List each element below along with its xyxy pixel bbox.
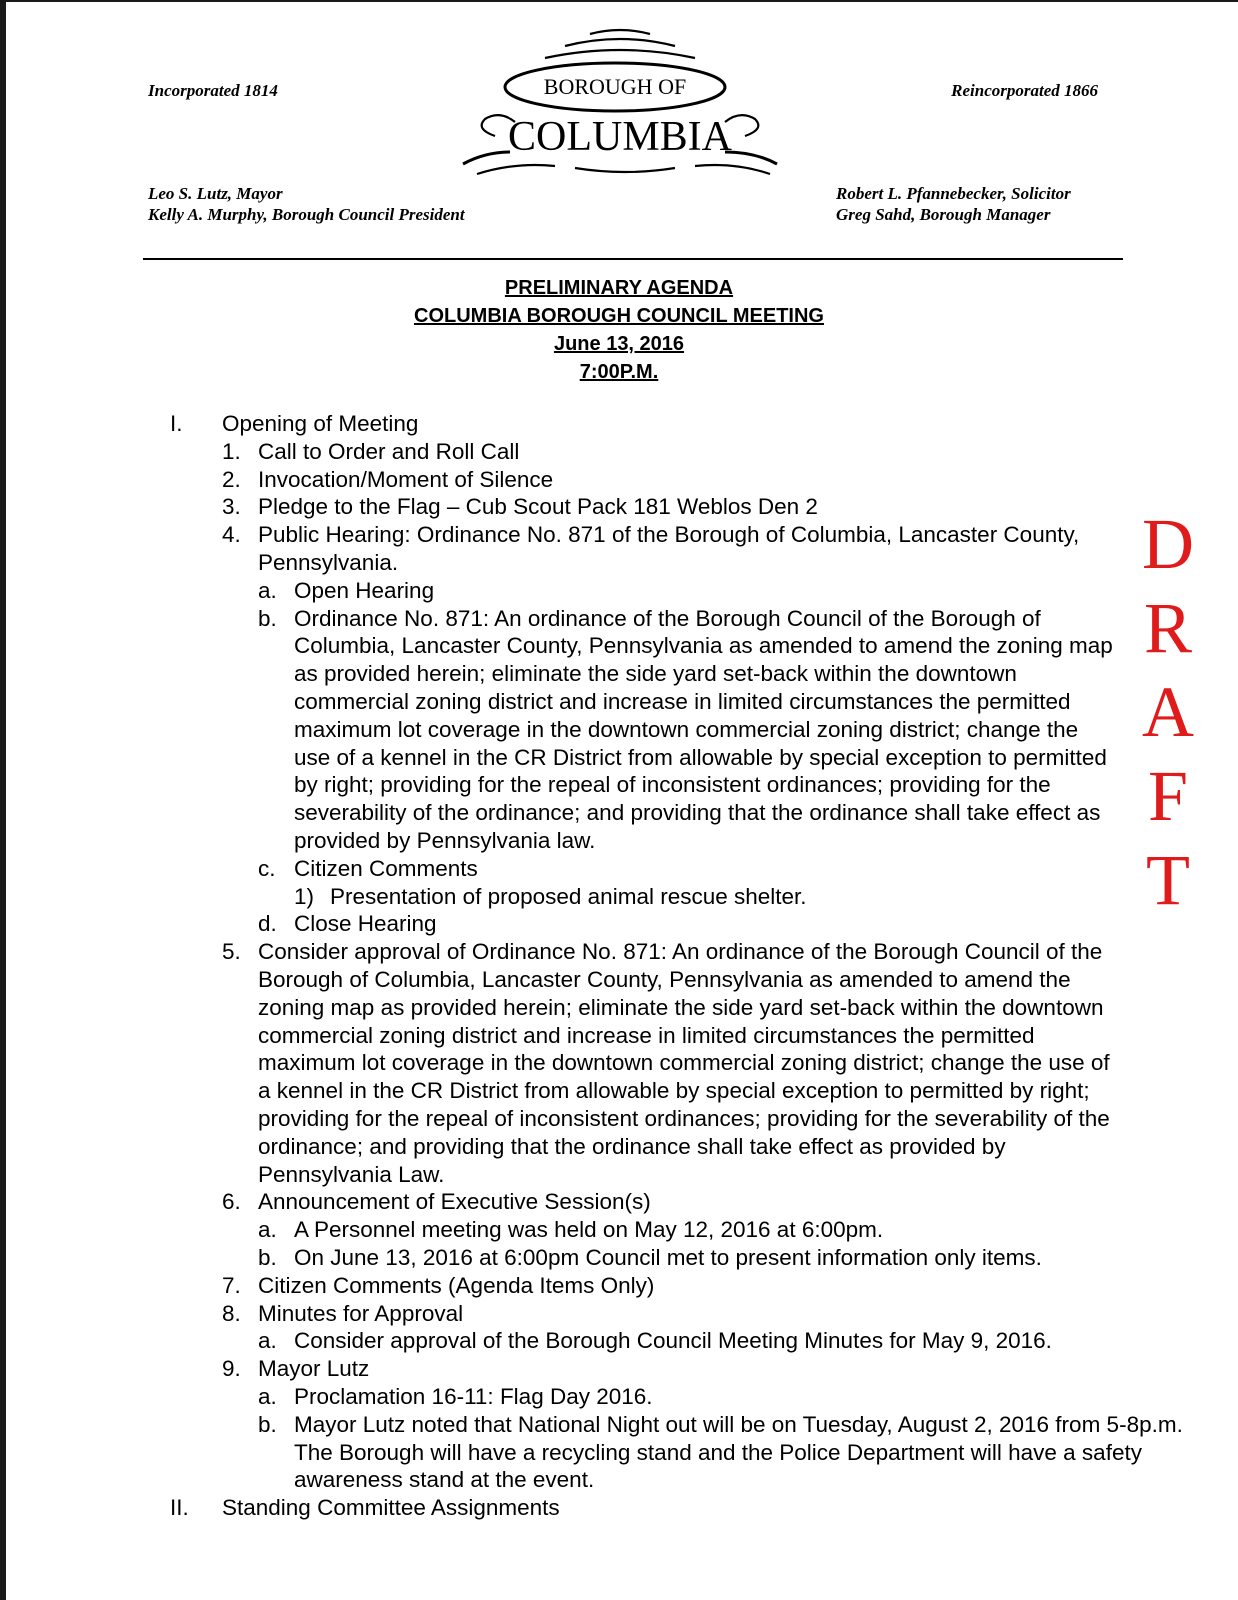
agenda-title	[0, 274, 1238, 386]
agenda-item-marker: b.	[258, 1244, 277, 1270]
agenda-item-line: Open Hearing	[294, 577, 435, 603]
agenda-item-line: providing for the repeal of inconsistent ordinances; providing for the severability of the	[258, 1105, 1110, 1131]
agenda-item-marker: 7.	[222, 1272, 241, 1298]
logo-bottom-text: COLUMBIA	[507, 114, 733, 160]
agenda-item-text	[222, 410, 418, 438]
agenda-item	[0, 1300, 1238, 1328]
agenda-item-marker: 6.	[222, 1189, 241, 1215]
solicitor-name: Robert L. Pfannebecker, Solicitor	[836, 184, 1071, 203]
agenda-item-text	[222, 1494, 560, 1522]
agenda-item-marker: b.	[258, 605, 277, 631]
agenda-item-marker: II.	[170, 1495, 189, 1521]
agenda-item-marker: 2.	[222, 466, 241, 492]
agenda-item-line: Proclamation 16-11: Flag Day 2016.	[294, 1383, 653, 1409]
agenda-item	[0, 466, 1238, 494]
right-officials	[836, 183, 1071, 225]
draft-letter: T	[1146, 840, 1190, 920]
agenda-item-line: maximum lot coverage in the downtown commercial zoning district; change the use of	[258, 1050, 1110, 1076]
agenda-item-line: provided by Pennsylvania law.	[294, 827, 596, 853]
agenda-item	[0, 1244, 1238, 1272]
agenda-item-line: Invocation/Moment of Silence	[258, 466, 554, 492]
agenda-item-line: Citizen Comments	[294, 855, 478, 881]
incorporated-text: Incorporated 1814	[148, 81, 278, 100]
title-line-2: COLUMBIA BOROUGH COUNCIL MEETING	[414, 305, 824, 327]
agenda-item-line: On June 13, 2016 at 6:00pm Council met to present information only items.	[294, 1244, 1042, 1270]
agenda-item-line: by right; providing for the repeal of inconsistent ordinances; providing for the	[294, 772, 1051, 798]
agenda-item-text	[294, 605, 1113, 855]
agenda-item-line: Opening of Meeting	[222, 411, 419, 436]
agenda-item-text	[330, 883, 807, 911]
agenda-item-line: as provided herein; eliminate the side yard set-back within the downtown	[294, 661, 1017, 687]
agenda-item	[0, 1383, 1238, 1411]
agenda-item-marker: a.	[258, 1328, 277, 1354]
agenda-item-text	[258, 438, 519, 466]
agenda-item-marker: a.	[258, 1383, 277, 1409]
agenda-item-line: A Personnel meeting was held on May 12, 2016 at 6:00pm.	[294, 1217, 884, 1243]
agenda-item-marker: b.	[258, 1411, 277, 1437]
borough-seal-icon	[455, 24, 785, 176]
agenda-item-line: commercial zoning district and increase in limited circumstances the permitted	[294, 688, 1071, 714]
agenda-item-marker: c.	[258, 855, 276, 881]
agenda-item-line: Consider approval of Ordinance No. 871: An ordinance of the Borough Council of the	[258, 939, 1103, 965]
agenda-item	[0, 521, 1238, 577]
agenda-item	[0, 1216, 1238, 1244]
agenda-item-line: Borough of Columbia, Lancaster County, Pennsylvania as amended to amend the	[258, 966, 1071, 992]
agenda-item-marker: I.	[170, 411, 183, 436]
agenda-item	[0, 1327, 1238, 1355]
agenda-item-line: Columbia, Lancaster County, Pennsylvania as amended to amend the zoning map	[294, 633, 1113, 659]
council-president-name: Kelly A. Murphy, Borough Council President	[148, 205, 465, 224]
agenda-item-line: Public Hearing: Ordinance No. 871 of the Borough of Columbia, Lancaster County,	[258, 522, 1080, 548]
meeting-time: 7:00P.M.	[579, 361, 659, 383]
agenda-item-text	[258, 493, 818, 521]
agenda-item-line: Standing Committee Assignments	[222, 1495, 560, 1521]
header-divider	[143, 258, 1123, 260]
agenda-item-line: Mayor Lutz noted that National Night out will be on Tuesday, August 2, 2016 from 5-8p.m.	[294, 1411, 1183, 1437]
agenda-item-text	[294, 1327, 1052, 1355]
reincorporated-text: Reincorporated 1866	[951, 81, 1098, 100]
agenda-item-line: use of a kennel in the CR District from allowable by special exception to permitted	[294, 744, 1107, 770]
agenda-item	[0, 1355, 1238, 1383]
agenda-item-text	[258, 466, 553, 494]
agenda-item	[0, 410, 1238, 438]
agenda-item-line: Announcement of Executive Session(s)	[258, 1189, 651, 1215]
agenda-item-text	[258, 938, 1110, 1188]
agenda-item-line: Pledge to the Flag – Cub Scout Pack 181 Weblos Den 2	[258, 494, 818, 520]
agenda-item-line: Pennsylvania Law.	[258, 1161, 445, 1187]
agenda-item-marker: a.	[258, 1217, 277, 1243]
agenda-item	[0, 1188, 1238, 1216]
agenda-item	[0, 1411, 1238, 1494]
agenda-item-line: Pennsylvania.	[258, 549, 399, 575]
agenda-item-text	[294, 1216, 883, 1244]
agenda-item-line: Consider approval of the Borough Council Meeting Minutes for May 9, 2016.	[294, 1328, 1052, 1354]
agenda-item-text	[294, 910, 437, 938]
left-officials	[148, 183, 465, 225]
agenda-item-text	[258, 1355, 369, 1383]
agenda-item-line: maximum lot coverage in the downtown commercial zoning district; change the	[294, 716, 1079, 742]
agenda-item-line: Call to Order and Roll Call	[258, 438, 520, 464]
agenda-item-marker: 3.	[222, 494, 241, 520]
agenda-item-line: awareness stand at the event.	[294, 1467, 595, 1493]
agenda-item-text	[294, 577, 434, 605]
draft-letter: R	[1143, 588, 1193, 668]
agenda-item-text	[258, 521, 1079, 577]
mayor-name: Leo S. Lutz, Mayor	[148, 184, 283, 203]
agenda-item-marker: 4.	[222, 522, 241, 548]
agenda-item-marker: 9.	[222, 1356, 241, 1382]
borough-logo	[455, 24, 785, 176]
agenda-item-line: zoning map as provided herein; eliminate the side yard set-back within the downtown	[258, 994, 1104, 1020]
agenda-item-text	[294, 855, 478, 883]
agenda-item	[0, 493, 1238, 521]
agenda-item	[0, 1494, 1238, 1522]
agenda-item-text	[258, 1188, 651, 1216]
agenda-item	[0, 938, 1238, 1188]
agenda-item	[0, 910, 1238, 938]
agenda-item	[0, 577, 1238, 605]
draft-letter: D	[1142, 504, 1194, 584]
agenda-item-marker: a.	[258, 577, 277, 603]
agenda-item-text	[294, 1411, 1183, 1494]
agenda-item-line: Minutes for Approval	[258, 1300, 464, 1326]
agenda-item-marker: 1.	[222, 438, 241, 464]
agenda-item-text	[258, 1272, 654, 1300]
incorporated-note	[148, 80, 278, 101]
draft-letter: A	[1142, 672, 1194, 752]
agenda-item	[0, 883, 1238, 911]
agenda-item-line: commercial zoning district and increase in limited circumstances the permitted	[258, 1022, 1035, 1048]
agenda-item-marker: 5.	[222, 939, 241, 965]
agenda-item-line: Mayor Lutz	[258, 1356, 370, 1382]
agenda-item-line: Presentation of proposed animal rescue shelter.	[330, 883, 807, 909]
logo-top-text: BOROUGH OF	[543, 74, 687, 99]
agenda-item	[0, 438, 1238, 466]
agenda-item-line: Citizen Comments (Agenda Items Only)	[258, 1272, 655, 1298]
agenda-item-marker: 1)	[294, 883, 315, 909]
agenda-item-line: ordinance; and providing that the ordinance shall take effect as provided by	[258, 1133, 1006, 1159]
title-line-1: PRELIMINARY AGENDA	[504, 277, 734, 299]
reincorporated-note	[951, 80, 1098, 101]
agenda-item	[0, 605, 1238, 855]
agenda-item-marker: d.	[258, 911, 277, 937]
agenda-item-line: The Borough will have a recycling stand and the Police Department will have a safety	[294, 1439, 1142, 1465]
agenda-item	[0, 1272, 1238, 1300]
page-edge-top	[0, 0, 1238, 2]
agenda-item-text	[294, 1383, 653, 1411]
borough-manager-name: Greg Sahd, Borough Manager	[836, 205, 1051, 224]
agenda-item	[0, 855, 1238, 883]
agenda-item-line: a kennel in the CR District from allowable by special exception to permitted by right;	[258, 1078, 1090, 1104]
draft-letter: F	[1147, 756, 1189, 836]
agenda-item-text	[258, 1300, 463, 1328]
agenda-item-marker: 8.	[222, 1300, 241, 1326]
agenda-item-text	[294, 1244, 1042, 1272]
agenda-list	[0, 410, 1238, 1522]
agenda-item-line: Ordinance No. 871: An ordinance of the Borough Council of the Borough of	[294, 605, 1041, 631]
agenda-item-line: Close Hearing	[294, 911, 437, 937]
meeting-date: June 13, 2016	[553, 333, 685, 355]
agenda-item-line: severability of the ordinance; and providing that the ordinance shall take effect as	[294, 800, 1101, 826]
